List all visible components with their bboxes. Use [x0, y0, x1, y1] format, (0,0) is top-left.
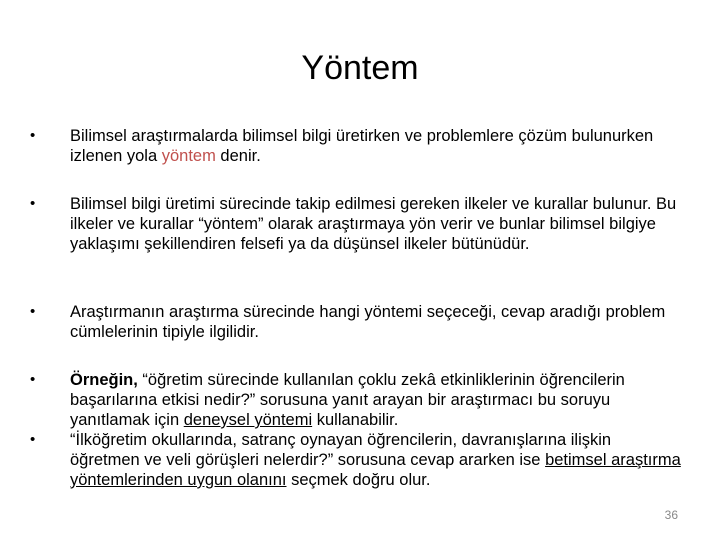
highlighted-term: yöntem — [161, 147, 216, 165]
bullet-text-part: “İlköğretim okullarında, satranç oynayan öğrencilerin, davranışlarına ilişkin öğretmen ve veli görüşleri nelerdir?” sorusuna cevap ararken ise — [70, 431, 612, 469]
bullet-text-2: Bilimsel bilgi üretimi sürecinde takip edilmesi gereken ilkeler ve kurallar bulunur. Bu ilkeler ve kurallar “yöntem” olarak araştırmaya yön verir ve bunlar bilimsel bilgiye yaklaşımı şekillendiren felsefi ya da düşünsel ilkeler bütünüdür. — [70, 195, 677, 253]
underlined-term: deneysel yöntemi — [183, 411, 313, 429]
slide-title: Yöntem — [301, 49, 419, 87]
bullet-text-5 — [70, 430, 685, 490]
bullet-marker: • — [30, 431, 36, 448]
bullet-marker: • — [30, 371, 36, 388]
page-number: 36 — [664, 508, 678, 522]
bold-lead: Örneğin, — [70, 371, 138, 389]
bullet-text-part: denir. — [215, 147, 261, 165]
bullet-text-1 — [70, 126, 685, 166]
bullet-text-part: Bilimsel araştırmalarda bilimsel bilgi üretirken ve problemlere çözüm bulunurken izlenen yola — [70, 127, 654, 165]
bullet-text-3: Araştırmanın araştırma sürecinde hangi yöntemi seçeceği, cevap aradığı problem cümlelerinin tipiyle ilgilidir. — [70, 303, 666, 341]
bullet-text-part: “öğretim sürecinde kullanılan çoklu zekâ etkinliklerinin öğrencilerin başarılarına etkisi nedir?” sorusuna yanıt arayan bir araştırmacı bu soruyu yanıtlamak için — [70, 371, 625, 429]
bullet-marker: • — [30, 303, 36, 320]
bullet-marker: • — [30, 127, 36, 144]
underlined-term: betimsel araştırma yöntemlerinden uygun olanını — [70, 451, 681, 489]
bullet-text-part: kullanabilir. — [312, 411, 399, 429]
bullet-text-4 — [70, 370, 685, 430]
bullet-text-part: seçmek doğru olur. — [286, 471, 431, 489]
bullet-marker: • — [30, 195, 36, 212]
